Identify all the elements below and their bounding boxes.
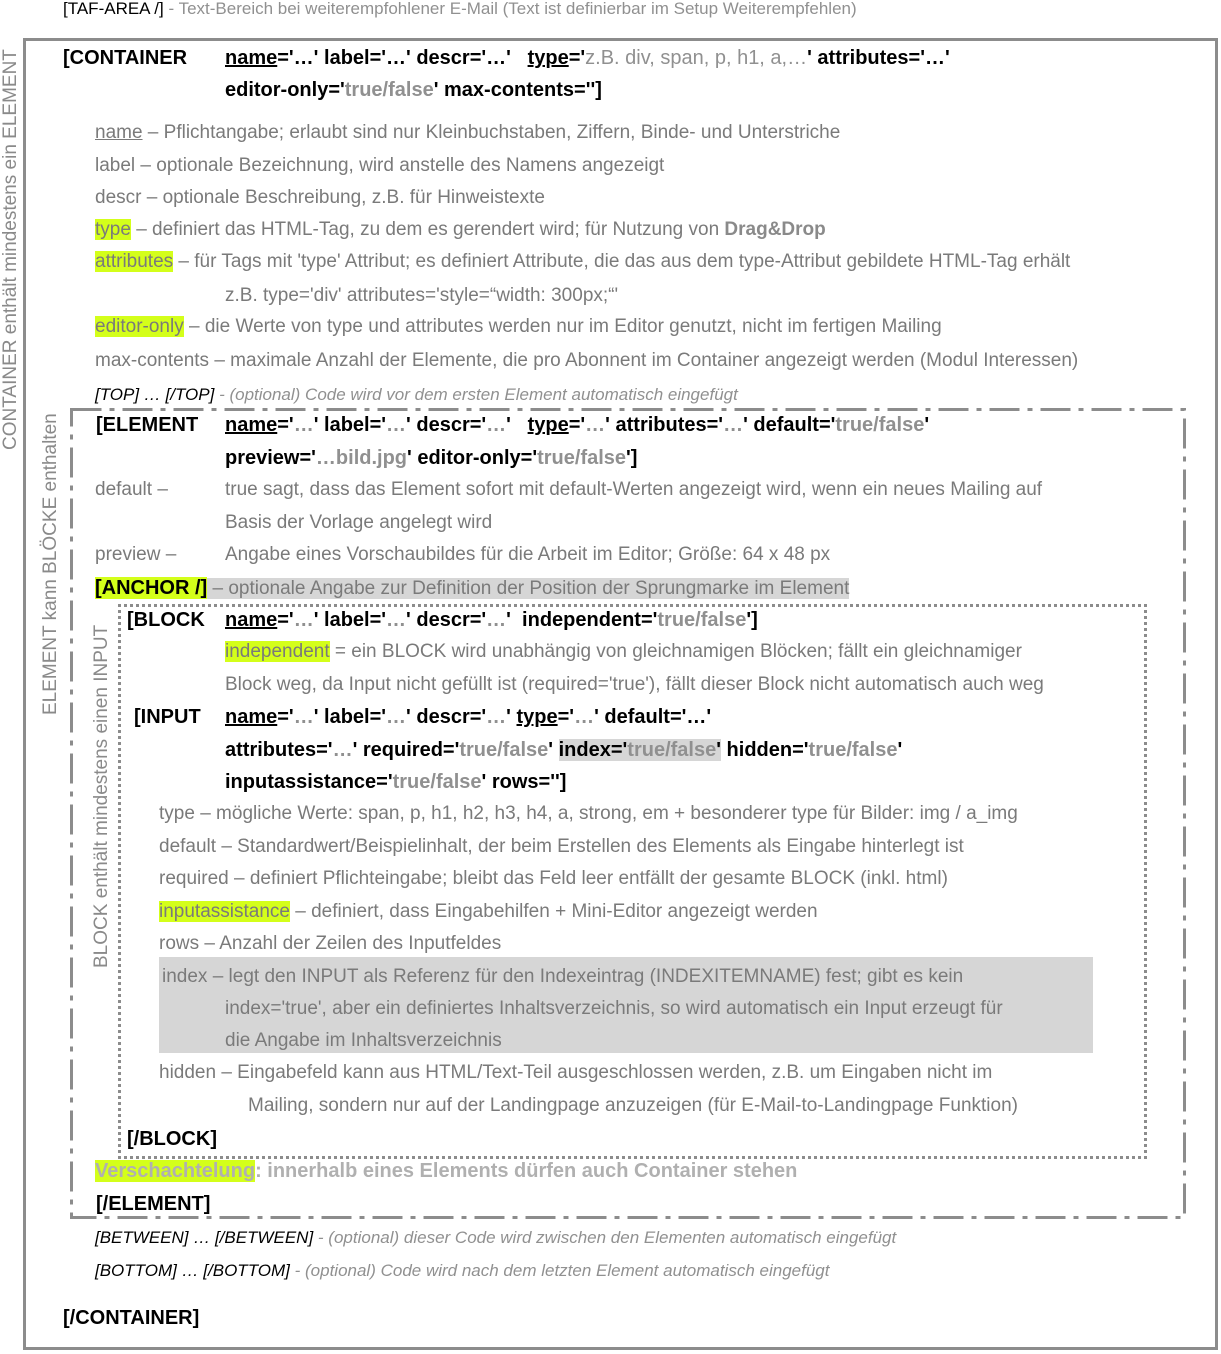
container-type-value: z.B. div, span, p, h1, a,… <box>585 47 808 69</box>
element-default-key: default – <box>95 479 168 500</box>
block-open-tag: [BLOCK <box>127 609 205 631</box>
container-name-attr: name <box>225 47 278 69</box>
val: true/false <box>835 414 925 436</box>
val: … <box>486 609 507 631</box>
input-desc-hidden1 <box>159 1062 992 1085</box>
container-desc-editor-only <box>95 316 942 339</box>
input-label-attr: label=' <box>318 706 387 728</box>
container-type-eq: =' <box>568 47 586 69</box>
input-desc-index3: die Angabe im Inhaltsverzeichnis <box>225 1030 502 1051</box>
input-hidden-attr: hidden=' <box>720 739 809 761</box>
val: … <box>386 414 407 436</box>
desc-text: – definiert Pflichteingabe; bleibt das Feld leer entfällt der gesamte BLOCK (inkl. html) <box>228 868 948 889</box>
element-preview-text: Angabe eines Vorschaubildes für die Arbeit im Editor; Größe: 64 x 48 px <box>225 544 831 565</box>
desc-text: optionale Bezeichnung, wird anstelle des Namens angezeigt <box>151 155 665 176</box>
block-descr-attr: descr=' <box>410 609 487 631</box>
input-attr-line3 <box>225 770 566 794</box>
q: ' <box>407 447 412 469</box>
container-desc-type <box>95 219 826 242</box>
desc-text: – Pflichtangabe; erlaubt sind nur Kleinbuchstaben, Ziffern, Binde- und Unterstriche <box>142 122 841 143</box>
taf-area-tag: [TAF-AREA /] <box>63 0 164 18</box>
input-inputassistance-attr: inputassistance=' <box>225 771 393 793</box>
container-type-attr: type <box>527 47 569 69</box>
q: ' <box>313 609 319 631</box>
nesting-key: Verschachtelung <box>95 1160 256 1182</box>
val: … <box>293 414 314 436</box>
desc-text: – definiert, dass Eingabehilfen + Mini-Editor angezeigt werden <box>289 901 818 922</box>
container-attr-line2 <box>225 78 602 102</box>
input-desc-index1: index – legt den INPUT als Referenz für den Indexeintrag (INDEXITEMNAME) fest; gibt es kein <box>162 966 964 987</box>
container-open-tag: [CONTAINER <box>63 47 188 69</box>
q: ' <box>481 771 487 793</box>
q: ' <box>506 414 511 436</box>
container-editor-only-value: true/false <box>344 79 434 101</box>
bottom-code-note <box>95 1261 829 1281</box>
container-max-contents-attr: max-contents=''] <box>438 79 602 101</box>
input-name-attr: name <box>225 706 278 728</box>
block-independent-desc1 <box>225 641 1022 664</box>
eq: =' <box>277 609 294 631</box>
q: '] <box>626 447 638 469</box>
container-editor-only-attr: editor-only=' <box>225 79 345 101</box>
anchor-line <box>95 576 849 601</box>
element-default-attr: default=' <box>747 414 836 436</box>
eq: =' <box>277 706 294 728</box>
q: '] <box>746 609 758 631</box>
between-text: - (optional) dieser Code wird zwischen den Elementen automatisch eingefügt <box>313 1228 897 1247</box>
input-default-attr: default='…' <box>598 706 712 728</box>
desc-text: – für Tags mit 'type' Attribut; es definiert Attribute, die das aus dem type-Attribut gebildete HTML-Tag erhält <box>173 251 1071 272</box>
val: …bild.jpg <box>315 447 408 469</box>
eq: =' <box>277 414 294 436</box>
desc-text: – Anzahl der Zeilen des Inputfeldes <box>199 933 502 954</box>
val: true/false <box>459 739 549 761</box>
q: ' <box>716 739 721 761</box>
between-tag: [BETWEEN] … [/BETWEEN] <box>95 1228 314 1247</box>
independent-text: = ein BLOCK wird unabhängig von gleichnamigen Blöcken; fällt ein gleichnamiger <box>329 641 1022 662</box>
element-label-attr: label=' <box>318 414 387 436</box>
q: ' <box>313 414 319 436</box>
input-desc-type <box>159 803 1018 826</box>
desc-key: max-contents <box>95 350 210 371</box>
q: ' <box>594 706 599 728</box>
input-attr-line1 <box>225 705 711 729</box>
nesting-note <box>95 1159 797 1183</box>
q: ' <box>897 739 903 761</box>
container-name-eq: ='…' <box>277 47 319 69</box>
block-side-label: BLOCK enthält mindestens einen INPUT <box>91 624 112 968</box>
container-type-close: ' <box>807 47 812 69</box>
bottom-text: - (optional) Code wird nach dem letzten Element automatisch eingefügt <box>289 1261 830 1280</box>
input-required-attr: required=' <box>357 739 460 761</box>
container-close-tag: [/CONTAINER] <box>63 1307 200 1329</box>
taf-area-text: - Text-Bereich bei weiterempfohlener E-Mail (Text ist definierbar im Setup Weiterempfehlen) <box>163 0 857 18</box>
input-attr-line2 <box>225 738 902 762</box>
input-descr-attr: descr=' <box>410 706 487 728</box>
element-open-tag: [ELEMENT <box>96 414 199 436</box>
desc-text: – Standardwert/Beispielinhalt, der beim Erstellen des Elements als Eingabe hinterlegt ist <box>216 836 964 857</box>
element-type-attr: type <box>527 414 569 436</box>
container-desc-label <box>95 155 664 178</box>
element-attributes-attr: attributes=' <box>609 414 724 436</box>
q: ' <box>743 414 748 436</box>
element-default-text2: Basis der Vorlage angelegt wird <box>225 512 493 533</box>
block-attr-line <box>225 608 758 632</box>
desc-key: attributes <box>95 251 174 272</box>
input-desc-default <box>159 836 964 859</box>
drag-drop-label: Drag&Drop <box>724 219 826 240</box>
container-attributes-attr: attributes='…' <box>811 47 950 69</box>
container-desc-attributes <box>95 251 1070 274</box>
element-side-label: ELEMENT kann BLÖCKE enthalten <box>40 413 61 715</box>
desc-key: inputassistance <box>159 901 290 922</box>
container-desc-descr <box>95 187 545 210</box>
anchor-text: – optionale Angabe zur Definition der Position der Sprungmarke im Element <box>207 578 850 599</box>
block-label-attr: label=' <box>318 609 387 631</box>
container-attr-line1 <box>225 46 950 70</box>
val: … <box>293 609 314 631</box>
input-attributes-attr: attributes=' <box>225 739 333 761</box>
element-editor-only-attr: editor-only=' <box>411 447 538 469</box>
desc-text: Eingabefeld kann aus HTML/Text-Teil ausgeschlossen werden, z.B. um Eingaben nicht im <box>231 1062 993 1083</box>
desc-key: rows <box>159 933 200 954</box>
val: … <box>574 706 595 728</box>
element-preview-key: preview – <box>95 544 177 565</box>
val: true/false <box>627 739 717 761</box>
val: … <box>293 706 314 728</box>
independent-key: independent <box>225 641 330 662</box>
element-attr-line1 <box>225 413 929 437</box>
val: … <box>386 706 407 728</box>
input-desc-inputassistance <box>159 901 818 924</box>
input-index-attr: index=' <box>558 739 628 761</box>
desc-key: required <box>159 868 229 889</box>
container-desc-attributes-example: z.B. type='div' attributes='style=“width: 300px;“' <box>225 285 619 306</box>
element-close-tag: [/ELEMENT] <box>96 1193 211 1215</box>
q: ' <box>406 609 411 631</box>
input-type-attr: type <box>516 706 558 728</box>
element-default-text1: true sagt, dass das Element sofort mit default-Werten angezeigt wird, wenn ein neues Mailing auf <box>225 479 1043 500</box>
container-desc-name <box>95 122 840 145</box>
desc-key: type <box>95 219 131 240</box>
desc-key: label – <box>95 155 151 176</box>
val: true/false <box>657 609 747 631</box>
block-independent-desc2: Block weg, da Input nicht gefüllt ist (required='true'), fällt dieser Block nicht automatisch auch weg <box>225 674 1044 695</box>
bottom-tag: [BOTTOM] … [/BOTTOM] <box>95 1261 290 1280</box>
desc-text: – die Werte von type und attributes werden nur im Editor genutzt, nicht im fertigen Mailing <box>183 316 942 337</box>
desc-key: default <box>159 836 217 857</box>
val: true/false <box>392 771 482 793</box>
input-desc-index2: index='true', aber ein definiertes Inhaltsverzeichnis, so wird automatisch ein Input erzeugt für <box>225 998 1003 1019</box>
block-independent-attr: independent=' <box>516 609 658 631</box>
q: ' <box>506 609 511 631</box>
q: ' <box>924 414 930 436</box>
container-descr-attr: descr='…' <box>410 47 511 69</box>
desc-key: name <box>95 122 143 143</box>
val: … <box>332 739 353 761</box>
container-editor-only-close: ' <box>433 79 439 101</box>
desc-text: – maximale Anzahl der Elemente, die pro Abonnent im Container angezeigt werden (Modul Interessen) <box>209 350 1079 371</box>
container-desc-max-contents <box>95 350 1078 373</box>
q: ' <box>352 739 358 761</box>
val: true/false <box>808 739 898 761</box>
desc-key: descr – <box>95 187 158 208</box>
element-attr-line2 <box>225 446 637 470</box>
q: ' <box>506 706 511 728</box>
val: … <box>486 414 507 436</box>
input-desc-hidden2: Mailing, sondern nur auf der Landingpage anzuzeigen (für E-Mail-to-Landingpage Funktion) <box>248 1095 1018 1116</box>
val: … <box>486 706 507 728</box>
val: … <box>723 414 744 436</box>
val: … <box>585 414 606 436</box>
desc-text: – mögliche Werte: span, p, h1, h2, h3, h4, a, strong, em + besonderer type für Bilder: img / a_img <box>194 803 1018 824</box>
container-side-label: CONTAINER enthält mindestens ein ELEMENT <box>0 49 21 450</box>
desc-text: – definiert das HTML-Tag, zu dem es gerendert wird; für Nutzung von <box>130 219 725 240</box>
q: ' <box>406 414 411 436</box>
q: ' <box>605 414 610 436</box>
desc-key: editor-only <box>95 316 184 337</box>
q: ' <box>313 706 319 728</box>
top-text: - (optional) Code wird vor dem ersten Element automatisch eingefügt <box>214 385 738 404</box>
q: ' <box>406 706 411 728</box>
input-desc-required <box>159 868 948 891</box>
input-desc-rows <box>159 933 501 956</box>
between-code-note <box>95 1228 896 1248</box>
desc-key: type <box>159 803 195 824</box>
input-rows-attr: rows=''] <box>486 771 567 793</box>
anchor-tag: [ANCHOR /] <box>95 577 208 599</box>
val: … <box>386 609 407 631</box>
desc-text: optionale Beschreibung, z.B. für Hinweistexte <box>157 187 545 208</box>
top-tag: [TOP] … [/TOP] <box>95 385 215 404</box>
element-preview-attr: preview=' <box>225 447 316 469</box>
desc-key: hidden – <box>159 1062 232 1083</box>
q: ' <box>548 739 554 761</box>
element-descr-attr: descr=' <box>410 414 487 436</box>
input-open-tag: [INPUT <box>134 706 201 728</box>
nesting-text: : innerhalb eines Elements dürfen auch Container stehen <box>255 1160 798 1182</box>
val: true/false <box>537 447 627 469</box>
block-close-tag: [/BLOCK] <box>127 1128 217 1150</box>
element-name-attr: name <box>225 414 278 436</box>
eq: =' <box>557 706 575 728</box>
top-code-note <box>95 385 738 405</box>
taf-area-note <box>63 0 857 19</box>
container-label-attr: label='…' <box>318 47 411 69</box>
block-name-attr: name <box>225 609 278 631</box>
eq: =' <box>568 414 586 436</box>
